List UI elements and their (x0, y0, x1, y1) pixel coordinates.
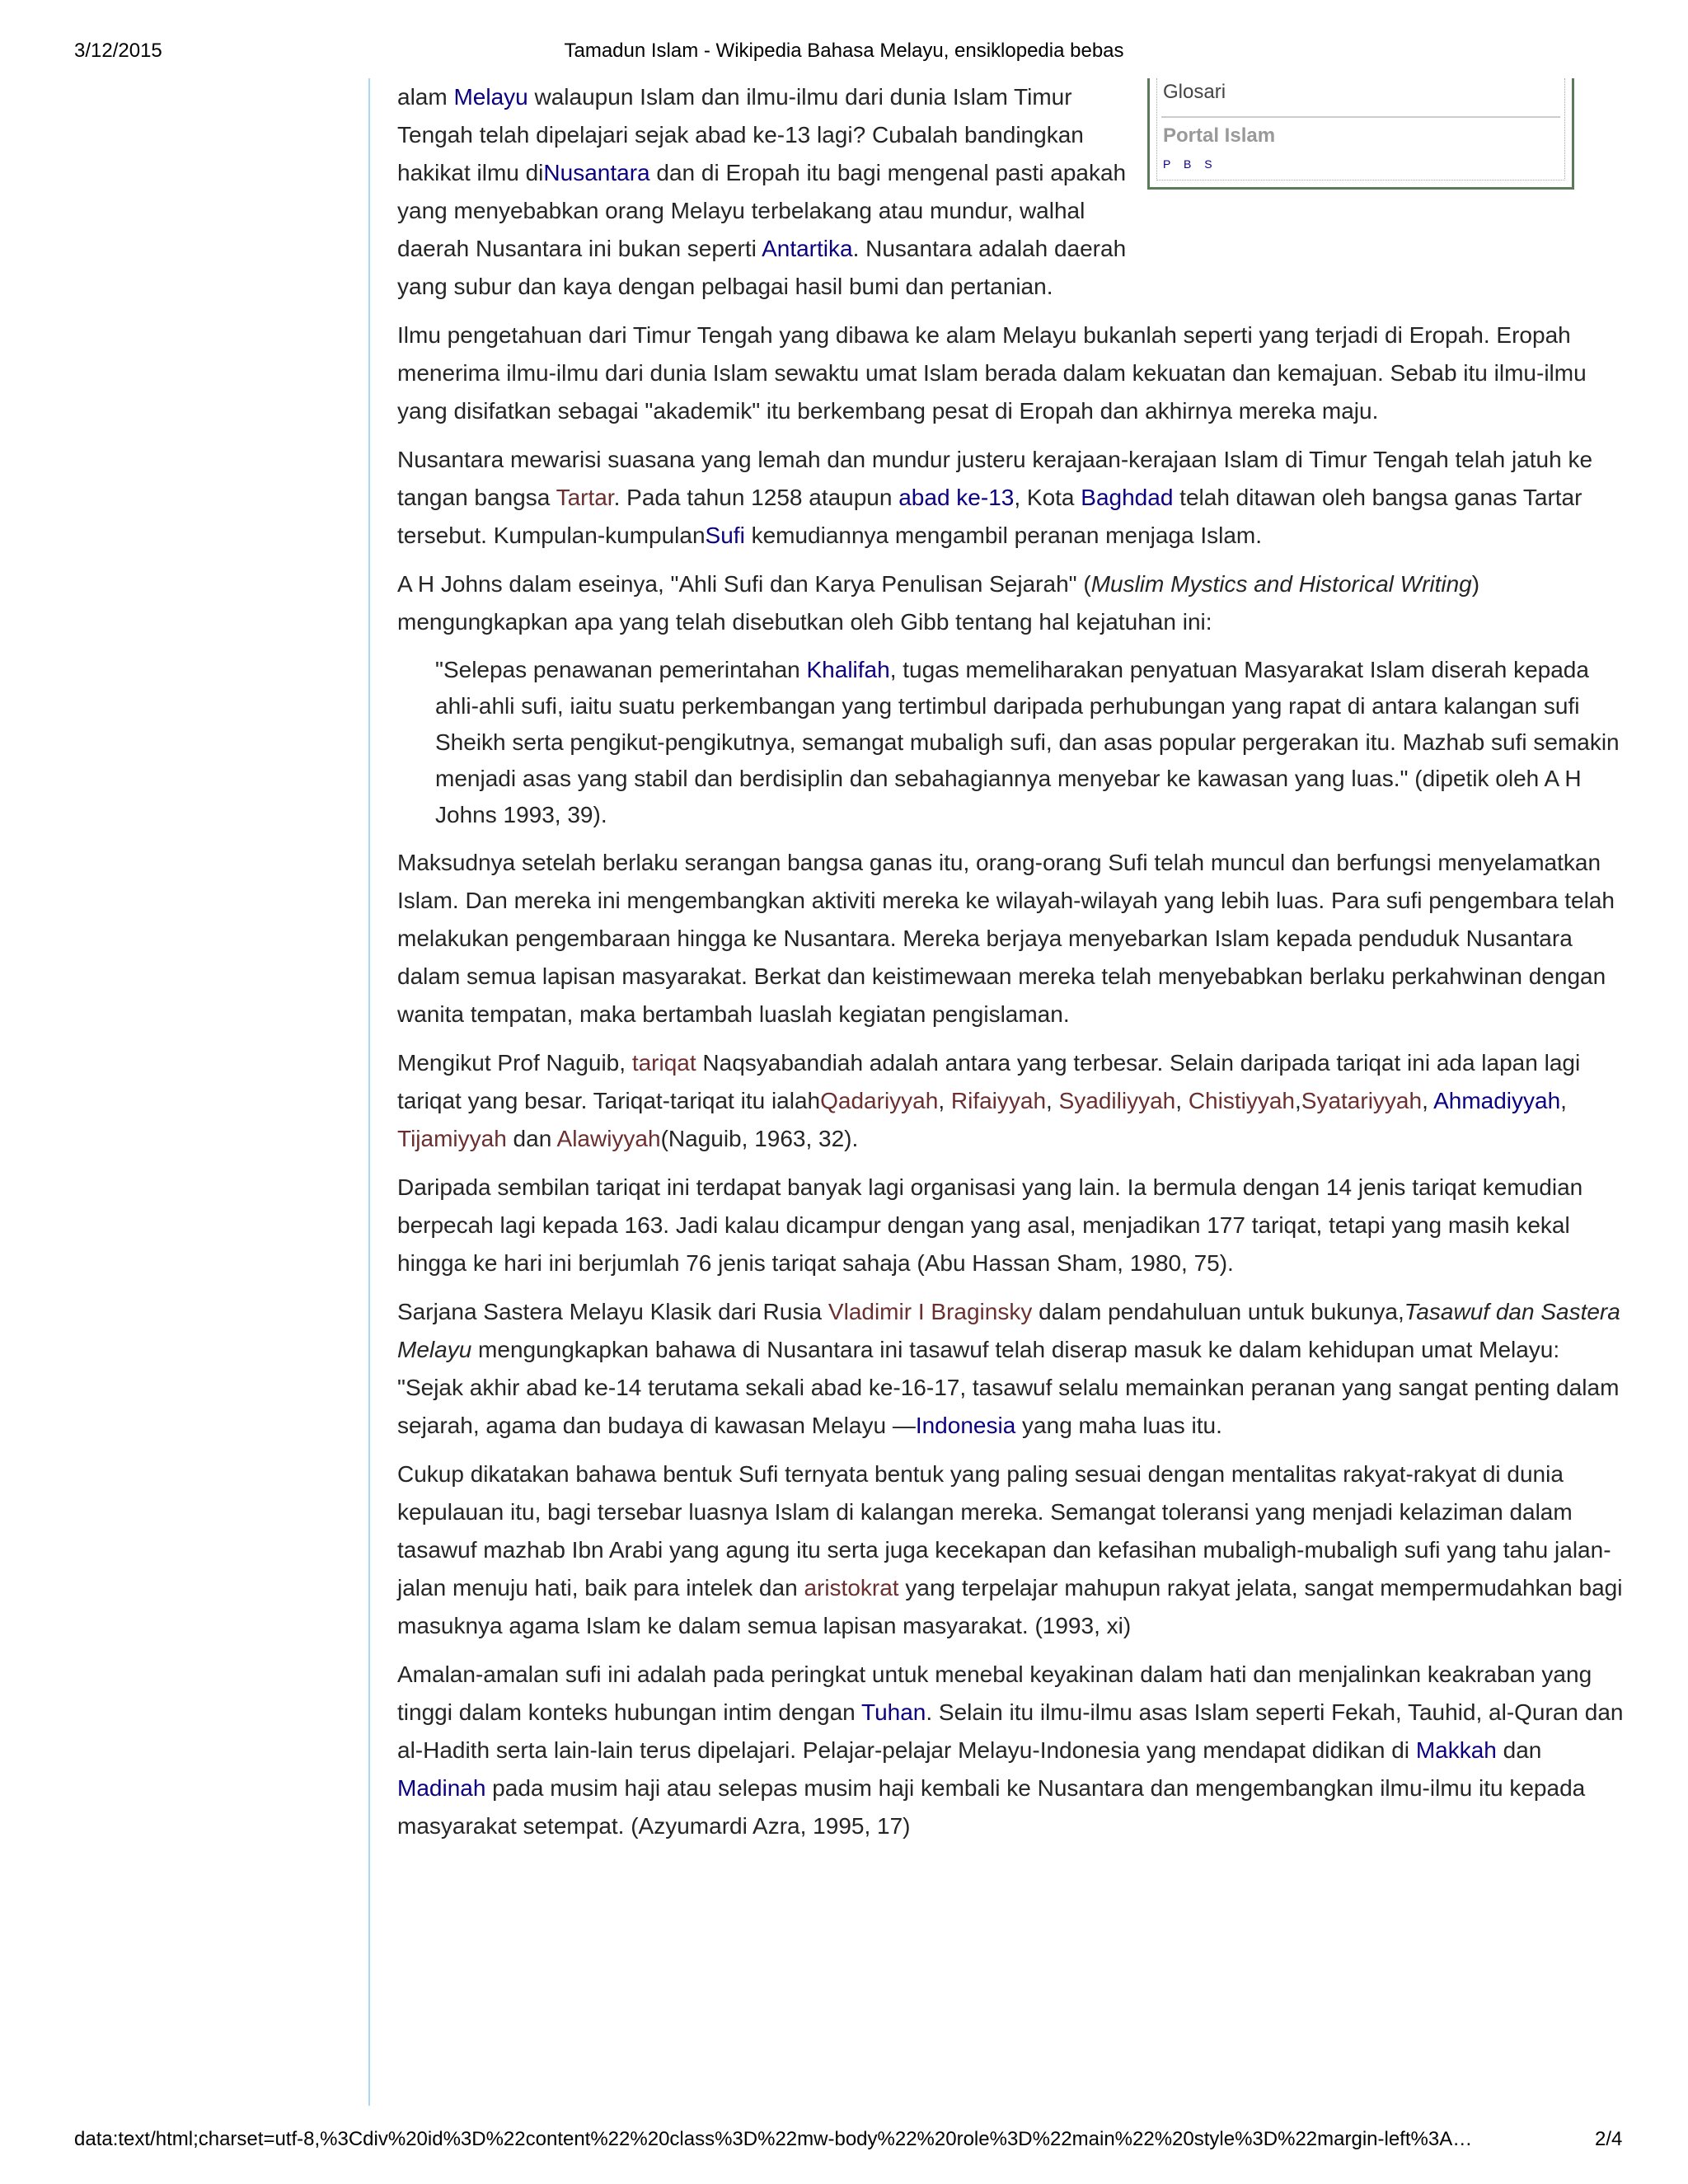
text: yang maha luas itu. (1015, 1413, 1222, 1438)
text: "Selepas penawanan pemerintahan (435, 657, 807, 682)
link-melayu[interactable]: Melayu (453, 84, 528, 110)
link-tariqat[interactable]: tariqat (631, 1050, 696, 1076)
link-vladimir-braginsky[interactable]: Vladimir I Braginsky (828, 1299, 1033, 1324)
link-indonesia[interactable]: Indonesia (915, 1413, 1016, 1438)
text: dan di Eropah itu bagi mengenal pasti apakah yang menyebabkan orang Melayu terbelakang atau mundur, walhal daerah Nusantara ini bukan seperti (397, 160, 1127, 261)
print-date: 3/12/2015 (74, 40, 162, 62)
link-nusantara[interactable]: Nusantara (543, 160, 650, 185)
paragraph-1 (397, 78, 1139, 306)
link-abad-ke-13[interactable]: abad ke-13 (898, 485, 1015, 510)
text: yang terpelajar mahupun rakyat jelata, sangat mempermudahkan bagi masuknya agama Islam ke dalam semua lapisan masyarakat. (1993, xi) (397, 1575, 1623, 1638)
text: Naqsyabandiah adalah antara yang terbesar. Selain daripada tariqat ini ada lapan lagi tariqat yang besar. Tariqat-tariqat itu ialah (397, 1050, 1581, 1113)
paragraph-3 (397, 441, 1625, 555)
text: . Selain itu ilmu-ilmu asas Islam seperti Fekah, Tauhid, al-Quran dan al-Hadith serta lain-lain terus dipelajari. Pelajar-pelajar Melayu-Indonesia yang mendapat didikan di (397, 1699, 1624, 1763)
text: Sarjana Sastera Melayu Klasik dari Rusia (397, 1299, 828, 1324)
text: ) mengungkapkan apa yang telah disebutkan oleh Gibb tentang hal kejatuhan ini: (397, 571, 1480, 635)
link-ahmadiyyah[interactable]: Ahmadiyyah (1433, 1088, 1561, 1113)
book-title: Muslim Mystics and Historical Writing (1090, 571, 1472, 597)
link-makkah[interactable]: Makkah (1415, 1737, 1497, 1763)
text: pada musim haji atau selepas musim haji kembali ke Nusantara dan mengembangkan ilmu-ilmu itu kepada masyarakat setempat. (Azyumardi Azra, 1995, 17) (397, 1775, 1586, 1839)
article-body (397, 78, 1625, 1856)
page-title: Tamadun Islam - Wikipedia Bahasa Melayu, ensiklopedia bebas (564, 40, 1124, 62)
quote-gibb (435, 652, 1625, 833)
navbox-link-glosari[interactable]: Glosari (1163, 81, 1226, 103)
link-madinah[interactable]: Madinah (397, 1775, 486, 1801)
paragraph-6 (397, 1044, 1625, 1158)
text: Daripada sembilan tariqat ini terdapat banyak lagi organisasi yang lain. Ia bermula dengan 14 jenis tariqat kemudian berpecah lagi kepada 163. Jadi kalau dicampur dengan yang asal, menjadikan 177 tariqat, tetapi yang masih kekal hingga ke hari ini berjumlah 76 jenis tariqat sahaja (Abu Hassan Sham, 1980, 75). (397, 1174, 1583, 1276)
text: A H Johns dalam eseinya, "Ahli Sufi dan Karya Penulisan Sejarah" ( (397, 571, 1091, 597)
paragraph-2 (397, 316, 1625, 430)
link-antartika[interactable]: Antartika (762, 236, 853, 261)
navbox-link-portal-islam[interactable]: Portal Islam (1163, 124, 1276, 147)
text: , (1560, 1088, 1567, 1113)
text: , (1294, 1088, 1301, 1113)
paragraph-10 (397, 1656, 1625, 1845)
text: Cukup dikatakan bahawa bentuk Sufi ternyata bentuk yang paling sesuai dengan mentalitas rakyat-rakyat di dunia kepulauan itu, bagi tersebar luasnya Islam di kalangan mereka. Semangat toleransi yang menjadi kelaziman dalam tasawuf mazhab Ibn Arabi yang agung itu serta juga kecekapan dan kefasihan mubaligh-mubaligh sufi yang tahu jalan-jalan menuju hati, baik para intelek dan (397, 1461, 1611, 1601)
paragraph-7 (397, 1169, 1625, 1282)
print-header (0, 40, 1688, 73)
text: alam (397, 84, 454, 110)
link-rifaiyyah[interactable]: Rifaiyyah (950, 1088, 1047, 1113)
text: mengungkapkan bahawa di Nusantara ini tasawuf telah diserap masuk ke dalam kehidupan umat Melayu: "Sejak akhir abad ke-14 terutama sekali abad ke-16-17, tasawuf selalu memainkan peranan yang sangat penting dalam sejarah, agama dan budaya di kawasan Melayu — (397, 1337, 1620, 1438)
link-tartar[interactable]: Tartar (556, 485, 614, 510)
text: Maksudnya setelah berlaku serangan bangsa ganas itu, orang-orang Sufi telah muncul dan berfungsi menyelamatkan Islam. Dan mereka ini mengembangkan aktiviti mereka ke wilayah-wilayah yang lebih luas. Para sufi pengembara telah melakukan pengembaraan hingga ke Nusantara. Mereka berjaya menyebarkan Islam kepada penduduk Nusantara dalam semua lapisan masyarakat. Berkat dan keistimewaan mereka telah menyebabkan berlaku perkahwinan dengan wanita tempatan, maka bertambah luaslah kegiatan pengislaman. (397, 850, 1615, 1027)
navbox-vte-links[interactable]: P B S (1163, 157, 1217, 171)
page-number: 2/4 (1595, 2128, 1623, 2150)
link-syadiliyyah[interactable]: Syadiliyyah (1058, 1088, 1176, 1113)
link-tijamiyyah[interactable]: Tijamiyyah (397, 1126, 507, 1151)
text: telah ditawan oleh bangsa ganas Tartar tersebut. Kumpulan-kumpulan (397, 485, 1582, 548)
text: Mengikut Prof Naguib, (397, 1050, 632, 1076)
link-baghdad[interactable]: Baghdad (1081, 485, 1174, 510)
text: Nusantara mewarisi suasana yang lemah dan mundur justeru kerajaan-kerajaan Islam di Timur Tengah telah jatuh ke tangan bangsa (397, 447, 1593, 510)
link-khalifah[interactable]: Khalifah (806, 657, 890, 682)
text: , (1422, 1088, 1434, 1113)
paragraph-4 (397, 565, 1625, 641)
text: , (938, 1088, 951, 1113)
print-footer (0, 2128, 1688, 2161)
link-syatariyyah[interactable]: Syatariyyah (1301, 1088, 1423, 1113)
text: . Pada tahun 1258 ataupun (613, 485, 899, 510)
text: . Nusantara adalah daerah yang subur dan kaya dengan pelbagai hasil bumi dan pertanian. (397, 236, 1127, 299)
print-url: data:text/html;charset=utf-8,%3Cdiv%20id%3D%22content%22%20class%3D%22mw-body%22%20role%3D%22main%22%20style%3D%22margin-left%3A… (74, 2128, 1473, 2150)
link-alawiyyah[interactable]: Alawiyyah (556, 1126, 661, 1151)
paragraph-9 (397, 1455, 1625, 1645)
paragraph-8 (397, 1293, 1625, 1445)
content-border (368, 78, 370, 2106)
text: , (1175, 1088, 1189, 1113)
link-qadariyyah[interactable]: Qadariyyah (820, 1088, 939, 1113)
text: Amalan-amalan sufi ini adalah pada peringkat untuk menebal keyakinan dalam hati dan menjalinkan keakraban yang tinggi dalam konteks hubungan intim dengan (397, 1661, 1592, 1725)
paragraph-5 (397, 844, 1625, 1033)
link-tuhan[interactable]: Tuhan (861, 1699, 926, 1725)
text: walaupun Islam dan ilmu-ilmu dari dunia Islam Timur Tengah telah dipelajari sejak abad ke-13 lagi? Cubalah bandingkan hakikat ilmu di (397, 84, 1084, 185)
text: , tugas memeliharakan penyatuan Masyarakat Islam diserah kepada ahli-ahli sufi, iaitu suatu perkembangan yang tertimbul daripada perhubungan yang rapat di antara kalangan sufi Sheikh serta pengikut-pengikutnya, semangat mubaligh sufi, dan asas popular pergerakan itu. Mazhab sufi semakin menjadi asas yang stabil dan berdisiplin dan sebahagiannya menyebar ke kawasan yang luas." (dipetik oleh A H Johns 1993, 39). (435, 657, 1620, 827)
text: , Kota (1014, 485, 1081, 510)
text: , (1046, 1088, 1059, 1113)
link-chistiyyah[interactable]: Chistiyyah (1188, 1088, 1295, 1113)
text: dan (506, 1126, 557, 1151)
link-aristokrat[interactable]: aristokrat (804, 1575, 899, 1601)
text: dan (1496, 1737, 1542, 1763)
book-title: Tasawuf dan Sastera Melayu (397, 1299, 1620, 1362)
text: dalam pendahuluan untuk bukunya, (1032, 1299, 1404, 1324)
text: Ilmu pengetahuan dari Timur Tengah yang dibawa ke alam Melayu bukanlah seperti yang terjadi di Eropah. Eropah menerima ilmu-ilmu dari dunia Islam sewaktu umat Islam berada dalam kekuatan dan kemajuan. Sebab itu ilmu-ilmu yang disifatkan sebagai "akademik" itu berkembang pesat di Eropah dan akhirnya mereka maju. (397, 322, 1587, 424)
text: (Naguib, 1963, 32). (660, 1126, 859, 1151)
text: kemudiannya mengambil peranan menjaga Islam. (744, 523, 1263, 548)
link-sufi[interactable]: Sufi (705, 523, 745, 548)
